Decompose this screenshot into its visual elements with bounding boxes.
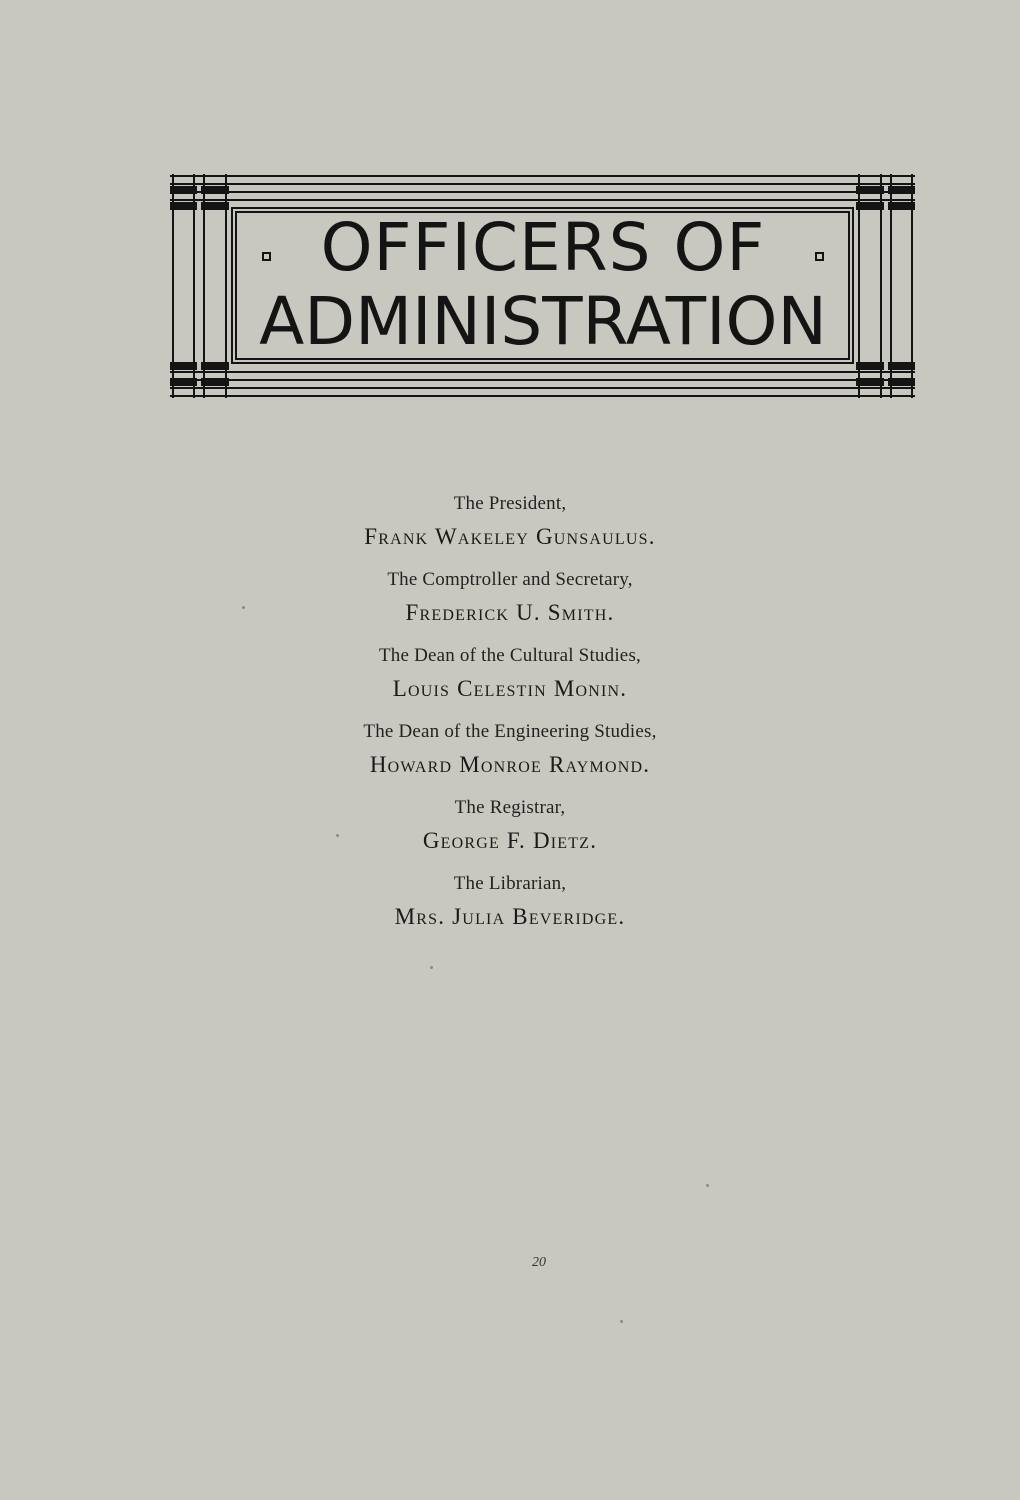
heading-line-2: ADMINISTRATION: [259, 283, 827, 360]
officer-title: The Dean of the Engineering Studies,: [363, 721, 657, 742]
paper-speck: [242, 606, 245, 609]
officer-name: Louis Celestin Monin.: [392, 676, 628, 701]
officer-name: Howard Monroe Raymond.: [369, 752, 651, 777]
officer-title: The Registrar,: [454, 797, 566, 818]
officer-name: Mrs. Julia Beveridge.: [394, 904, 626, 929]
officer-entry: [0, 720, 1020, 780]
officer-name: Frank Wakeley Gunsaulus.: [364, 524, 656, 549]
paper-speck: [620, 1320, 623, 1323]
page-heading: [232, 208, 854, 363]
officer-title: The Dean of the Cultural Studies,: [379, 645, 641, 666]
officer-title: The Comptroller and Secretary,: [387, 569, 633, 590]
heading-line-1: OFFICERS OF: [320, 209, 766, 286]
officer-name: George F. Dietz.: [422, 828, 598, 853]
paper-speck: [430, 966, 433, 969]
officer-entry: [0, 872, 1020, 932]
paper-speck: [336, 834, 339, 837]
officer-entry: [0, 568, 1020, 628]
officer-title: The President,: [453, 493, 567, 514]
page-number: 20: [532, 1255, 546, 1270]
officer-name: Frederick U. Smith.: [405, 600, 615, 625]
heading-frame: [170, 172, 915, 400]
officer-list: [0, 492, 1020, 948]
officer-title: The Librarian,: [453, 873, 567, 894]
officer-entry: [0, 796, 1020, 856]
paper-speck: [706, 1184, 709, 1187]
officer-entry: [0, 492, 1020, 552]
officer-entry: [0, 644, 1020, 704]
